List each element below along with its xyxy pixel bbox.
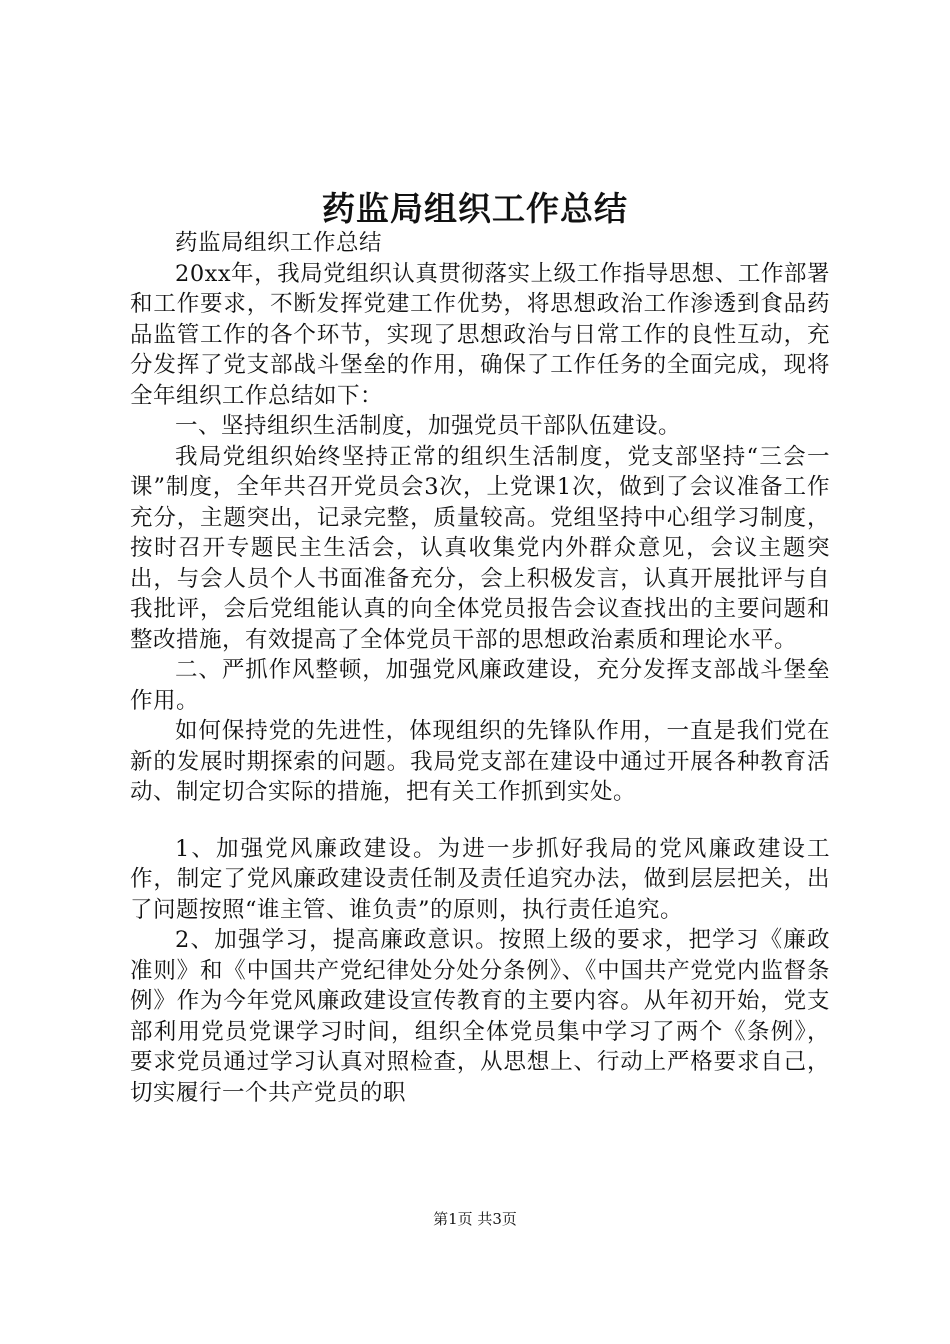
section-heading-1: 一、坚持组织生活制度，加强党员干部队伍建设。 <box>175 413 682 439</box>
document-title: 药监局组织工作总结 <box>322 189 628 228</box>
page-footer: 第1页 共3页 <box>433 1210 517 1228</box>
section-heading-2: 二、严抓作风整顿，加强党风廉政建设，充分发挥支部战斗堡垒作用。 <box>130 657 830 714</box>
paragraph-item-1: 1、加强党风廉政建设。为进一步抓好我局的党风廉政建设工作，制定了党风廉政建设责任制及责任追究办法，做到层层把关，出了问题按照“谁主管、谁负责”的原则，执行责任追究。 <box>130 835 830 923</box>
paragraph-subtitle: 药监局组织工作总结 <box>175 230 383 256</box>
document-body <box>130 228 830 1108</box>
paragraph-intro: 20xx年，我局党组织认真贯彻落实上级工作指导思想、工作部署和工作要求，不断发挥党建工作优势，将思想政治工作渗透到食品药品监管工作的各个环节，实现了思想政治与日常工作的良性互动，充分发挥了党支部战斗堡垒的作用，确保了工作任务的全面完成，现将全年组织工作总结如下： <box>130 260 830 409</box>
paragraph-section-1: 我局党组织始终坚持正常的组织生活制度，党支部坚持“三会一课”制度，全年共召开党员会3次，上党课1次，做到了会议准备工作充分，主题突出，记录完整，质量较高。党组坚持中心组学习制度，按时召开专题民主生活会，认真收集党内外群众意见，会议主题突出，与会人员个人书面准备充分，会上积极发言，认真开展批评与自我批评，会后党组能认真的向全体党员报告会议查找出的主要问题和整改措施，有效提高了全体党员干部的思想政治素质和理论水平。 <box>130 443 830 653</box>
paragraph-section-2: 如何保持党的先进性，体现组织的先锋队作用，一直是我们党在新的发展时期探索的问题。我局党支部在建设中通过开展各种教育活动、制定切合实际的措施，把有关工作抓到实处。 <box>130 718 830 805</box>
paragraph-item-2: 2、加强学习，提高廉政意识。按照上级的要求，把学习《廉政准则》和《中国共产党纪律处分处分条例》、《中国共产党党内监督条例》作为今年党风廉政建设宣传教育的主要内容。从年初开始，党支部利用党员党课学习时间，组织全体党员集中学习了两个《条例》，要求党员通过学习认真对照检查，从思想上、行动上严格要求自己，切实履行一个共产党员的职 <box>130 927 830 1106</box>
